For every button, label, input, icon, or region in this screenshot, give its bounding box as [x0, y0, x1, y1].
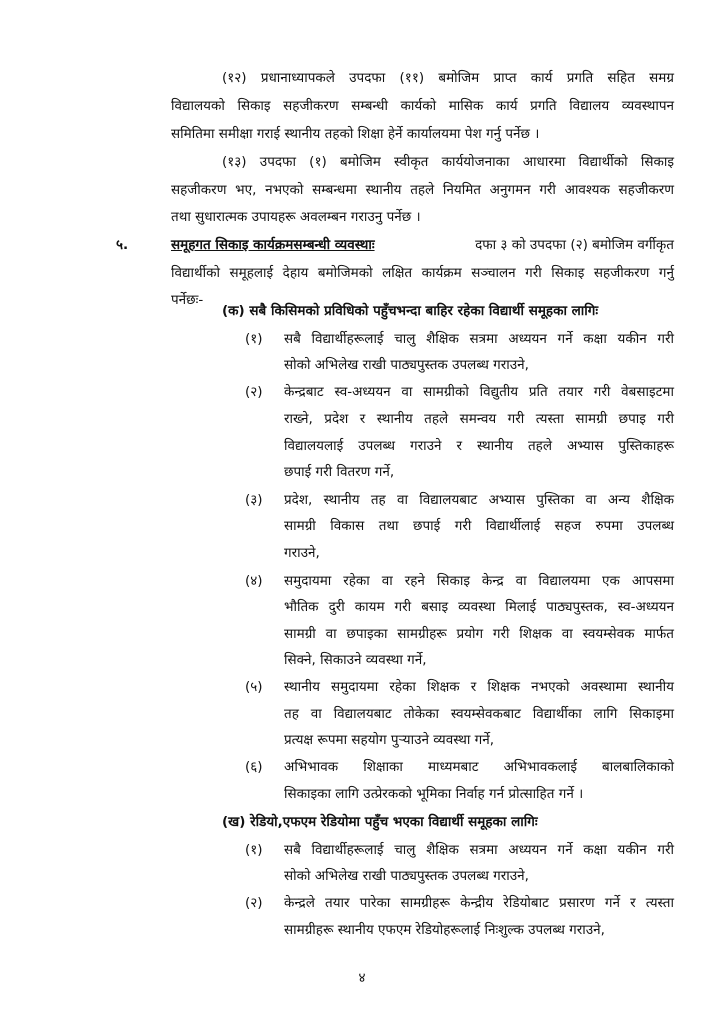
ka-item-6-line-2: सिकाइका लागि उत्प्रेरकको भूमिका निर्वाह गर्न प्रोत्साहित गर्ने ।: [284, 786, 584, 802]
ka-item-5-number: (५): [245, 679, 263, 695]
section-5-line-2: विद्यार्थीको समूहलाई देहाय बमोजिमको लक्षित कार्यक्रम सञ्चालन गरी सिकाइ सहजीकरण गर्नु: [171, 265, 674, 281]
ka-item-2-line-3: विद्यालयलाई उपलब्ध गराउने र स्थानीय तहले अभ्यास पुस्तिकाहरू: [284, 438, 674, 454]
ka-item-3-line-1: प्रदेश, स्थानीय तह वा विद्यालयबाट अभ्यास पुस्तिका वा अन्य शैक्षिक: [284, 492, 674, 508]
group-kha-heading: (ख) रेडियो,एफएम रेडियोमा पहुँच भएका विद्यार्थी समूहका लागिः: [222, 814, 538, 830]
ka-item-3-number: (३): [245, 492, 263, 508]
ka-item-2-line-2: राख्ने, प्रदेश र स्थानीय तहले समन्वय गरी त्यस्ता सामग्री छपाइ गरी: [284, 411, 674, 427]
section-5-heading: समूहगत सिकाइ कार्यक्रमसम्बन्धी व्यवस्थाः: [171, 237, 375, 253]
ka-item-5-line-2: तह वा विद्यालयबाट तोकेका स्वयम्सेवकबाट विद्यार्थीका लागि सिकाइमा: [284, 706, 674, 722]
para-13-line-2: सहजीकरण भए, नभएको सम्बन्धमा स्थानीय तहले नियमित अनुगमन गरी आवश्यक सहजीकरण: [171, 182, 674, 198]
ka-item-3-line-3: गराउने,: [284, 545, 320, 561]
ka-item-5-line-3: प्रत्यक्ष रूपमा सहयोग पुर्‍याउने व्यवस्था गर्ने,: [284, 732, 495, 748]
section-5-number: ५.: [116, 237, 129, 253]
kha-item-2-number: (२): [245, 895, 263, 911]
kha-item-2-line-1: केन्द्रले तयार पारेका सामग्रीहरू केन्द्रीय रेडियोबाट प्रसारण गर्ने र त्यस्ता: [284, 895, 674, 911]
section-5-line-1: [171, 235, 674, 255]
para-12-line-1: (१२) प्रधानाध्यापकले उपदफा (११) बमोजिम प्राप्त कार्य प्रगति सहित समग्र: [222, 70, 674, 86]
ka-item-4-number: (४): [245, 573, 263, 589]
ka-item-6-line-1: अभिभावक शिक्षाका माध्यमबाट अभिभावकलाई बालबालिकाको: [284, 759, 674, 775]
ka-item-3-line-2: सामग्री विकास तथा छपाई गरी विद्यार्थीलाई सहज रुपमा उपलब्ध: [284, 518, 674, 534]
kha-item-1-line-1: सबै विद्यार्थीहरूलाई चालु शैक्षिक सत्रमा अध्ययन गर्ने कक्षा यकीन गरी: [284, 842, 674, 858]
ka-item-4-line-2: भौतिक दुरी कायम गरी बसाइ व्यवस्था मिलाई पाठ्यपुस्तक, स्व-अध्ययन: [284, 599, 674, 615]
page-number: ४: [358, 970, 366, 986]
para-13-line-1: (१३) उपदफा (१) बमोजिम स्वीकृत कार्ययोजनाका आधारमा विद्यार्थीको सिकाइ: [222, 154, 674, 170]
ka-item-5-line-1: स्थानीय समुदायमा रहेका शिक्षक र शिक्षक नभएको अवस्थामा स्थानीय: [284, 679, 674, 695]
para-13-line-3: तथा सुधारात्मक उपायहरू अवलम्बन गराउनु पर्नेछ ।: [171, 209, 421, 225]
section-5-line-3: पर्नेछः-: [171, 292, 204, 308]
ka-item-2-line-4: छपाई गरी वितरण गर्ने,: [284, 464, 395, 480]
section-5-line-1-rest: दफा ३ को उपदफा (२) बमोजिम वर्गीकृत: [475, 237, 674, 253]
ka-item-4-line-3: सामग्री वा छपाइका सामग्रीहरू प्रयोग गरी शिक्षक वा स्वयम्सेवक मार्फत: [284, 626, 674, 642]
para-12-line-3: समितिमा समीक्षा गराई स्थानीय तहको शिक्षा हेर्ने कार्यालयमा पेश गर्नु पर्नेछ ।: [171, 126, 540, 142]
ka-item-2-line-1: केन्द्रबाट स्व-अध्ययन वा सामग्रीको विद्युतीय प्रति तयार गरी वेबसाइटमा: [284, 384, 674, 400]
kha-item-2-line-2: सामग्रीहरू स्थानीय एफएम रेडियोहरूलाई निःशुल्क उपलब्ध गराउने,: [284, 922, 605, 938]
kha-item-1-line-2: सोको अभिलेख राखी पाठ्यपुस्तक उपलब्ध गराउने,: [284, 868, 529, 884]
ka-item-4-line-1: समुदायमा रहेका वा रहने सिकाइ केन्द्र वा विद्यालयमा एक आपसमा: [284, 573, 674, 589]
group-ka-heading: (क) सबै किसिमको प्रविधिको पहुँचभन्दा बाहिर रहेका विद्यार्थी समूहका लागिः: [222, 303, 599, 319]
ka-item-1-line-1: सबै विद्यार्थीहरूलाई चालु शैक्षिक सत्रमा अध्ययन गर्ने कक्षा यकीन गरी: [284, 331, 674, 347]
ka-item-6-number: (६): [245, 759, 263, 775]
para-12-line-2: विद्यालयको सिकाइ सहजीकरण सम्बन्धी कार्यको मासिक कार्य प्रगति विद्यालय व्यवस्थापन: [171, 98, 674, 114]
ka-item-2-number: (२): [245, 384, 263, 400]
ka-item-1-line-2: सोको अभिलेख राखी पाठ्यपुस्तक उपलब्ध गराउने,: [284, 357, 529, 373]
kha-item-1-number: (१): [245, 842, 263, 858]
ka-item-1-number: (१): [245, 331, 263, 347]
ka-item-4-line-4: सिक्ने, सिकाउने व्यवस्था गर्ने,: [284, 652, 427, 668]
